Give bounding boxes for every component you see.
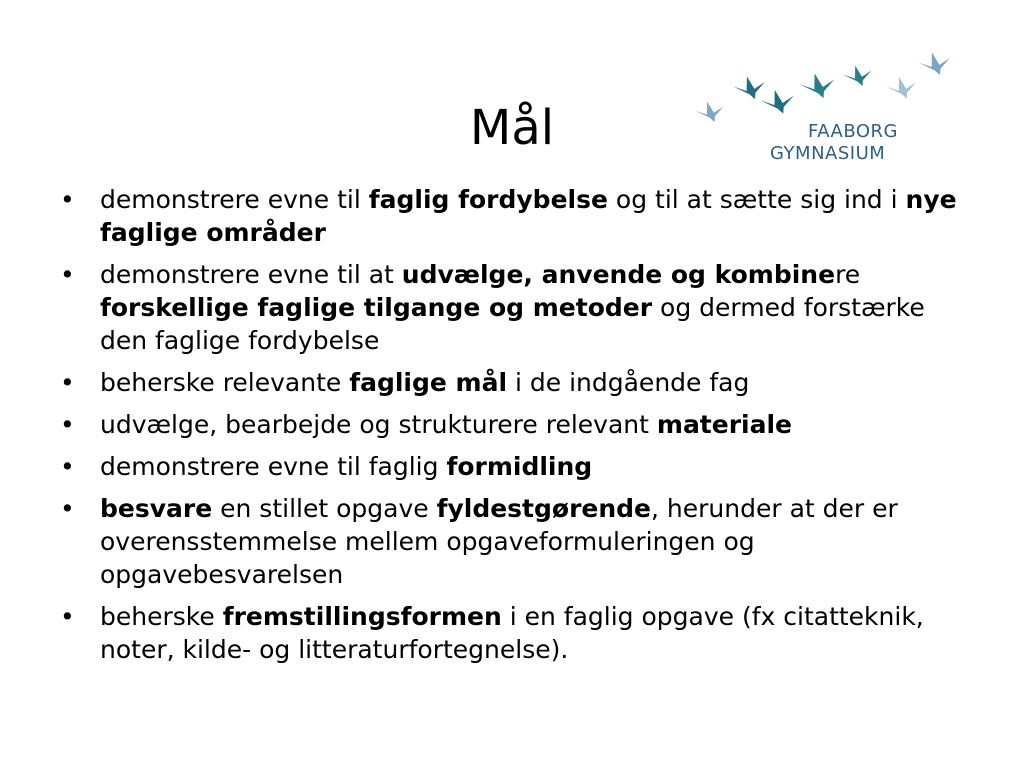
bullet-text: , herunder at der er overensstemmelse mellem opgaveformuleringen og opgavebesvarelsen bbox=[100, 494, 898, 589]
bullet-icon: • bbox=[60, 602, 75, 631]
bird-icon bbox=[693, 98, 726, 126]
bullet-text-bold: fremstillingsformen bbox=[222, 602, 502, 631]
bullet-icon: • bbox=[60, 260, 75, 289]
list-item bbox=[58, 450, 978, 483]
bullet-text: demonstrere evne til bbox=[100, 185, 369, 214]
bird-icon bbox=[731, 72, 768, 103]
bird-icon bbox=[798, 69, 839, 104]
bullet-text-bold: udvælge, anvende og kombine bbox=[401, 260, 836, 289]
logo-text-faaborg: FAABORG bbox=[808, 121, 898, 142]
bullet-text: i de indgående fag bbox=[507, 368, 750, 397]
bullet-text-bold: faglig fordybelse bbox=[368, 185, 608, 214]
logo-text-gymnasium: GYMNASIUM bbox=[770, 143, 886, 164]
bullet-text: re bbox=[835, 260, 861, 289]
bullet-text-bold: materiale bbox=[656, 410, 793, 439]
bullet-icon: • bbox=[60, 185, 75, 214]
bullet-text: og dermed forstærke den faglige fordybelse bbox=[100, 293, 925, 355]
list-item bbox=[58, 366, 978, 399]
bullet-text: udvælge, bearbejde og strukturere relevant bbox=[100, 410, 657, 439]
bullet-text: i en faglig opgave (fx citatteknik, noter, kilde- og litteraturfortegnelse). bbox=[100, 602, 924, 664]
bird-icon bbox=[916, 48, 953, 79]
bullet-text-bold: formidling bbox=[446, 452, 593, 481]
bullet-icon: • bbox=[60, 452, 75, 481]
bullet-text: demonstrere evne til at bbox=[100, 260, 402, 289]
bird-icon bbox=[884, 73, 919, 103]
bullet-text: beherske bbox=[100, 602, 223, 631]
bullet-icon: • bbox=[60, 368, 75, 397]
bullet-text: og til at sætte sig ind i bbox=[607, 185, 906, 214]
bird-flock-icon bbox=[690, 40, 965, 130]
bullet-text-bold: nye faglige områder bbox=[100, 185, 957, 247]
slide-title: Mål bbox=[469, 100, 555, 157]
goals-bullet-list bbox=[58, 183, 978, 675]
bullet-text: en stillet opgave bbox=[212, 494, 437, 523]
bullet-text-bold: forskellige faglige tilgange og metoder bbox=[100, 293, 653, 322]
bullet-text: demonstrere evne til faglig bbox=[100, 452, 447, 481]
list-item bbox=[58, 408, 978, 441]
bullet-icon: • bbox=[60, 410, 75, 439]
bullet-text-bold: besvare bbox=[100, 494, 213, 523]
list-item bbox=[58, 492, 978, 591]
bullet-text: beherske relevante bbox=[100, 368, 350, 397]
bullet-text-bold: fyldestgørende bbox=[436, 494, 652, 523]
bird-icon bbox=[841, 62, 874, 90]
list-item bbox=[58, 183, 978, 249]
bullet-icon: • bbox=[60, 494, 75, 523]
bird-icon bbox=[759, 85, 798, 118]
list-item bbox=[58, 258, 978, 357]
bullet-text-bold: faglige mål bbox=[349, 368, 508, 397]
list-item bbox=[58, 600, 978, 666]
faaborg-gymnasium-logo bbox=[690, 40, 965, 170]
